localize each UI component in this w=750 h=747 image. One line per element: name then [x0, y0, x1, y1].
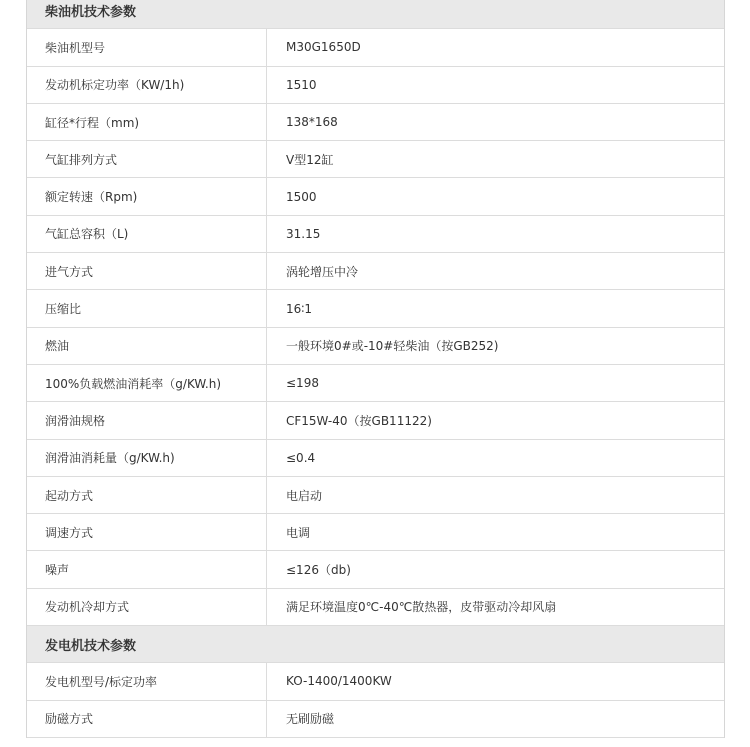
row-label: 发动机冷却方式 [27, 589, 267, 625]
row-value: 涡轮增压中冷 [286, 264, 359, 279]
table-row [27, 477, 724, 514]
table-row [27, 141, 724, 178]
row-value: 无刷励磁 [286, 712, 335, 727]
row-label: 起动方式 [27, 477, 267, 513]
row-label: 缸径*行程（mm) [27, 104, 267, 140]
row-value: ≤198 [286, 376, 319, 391]
row-value: 电启动 [286, 488, 323, 503]
section-title: 发电机技术参数 [45, 638, 137, 654]
row-value: 16∶1 [286, 301, 313, 316]
table-row [27, 514, 724, 551]
row-value: 电调 [286, 525, 311, 540]
row-label: 励磁方式 [27, 701, 267, 737]
row-label: 噪声 [27, 551, 267, 587]
row-label: 进气方式 [27, 253, 267, 289]
row-value: 满足环境温度0℃-40℃散热器，皮带驱动冷却风扇 [286, 600, 557, 615]
table-row [27, 178, 724, 215]
row-value: 一般环境0#或-10#轻柴油（按GB252) [286, 339, 499, 354]
table-row [27, 440, 724, 477]
row-value: 138*168 [286, 115, 338, 130]
row-value: 1500 [286, 189, 317, 204]
table-row [27, 365, 724, 402]
row-value: V型12缸 [286, 152, 334, 167]
table-row [27, 29, 724, 66]
table-row [27, 216, 724, 253]
row-label: 燃油 [27, 328, 267, 364]
section-title: 柴油机技术参数 [45, 4, 137, 20]
table-row [27, 663, 724, 700]
row-value: 1510 [286, 77, 317, 92]
row-label: 气缸排列方式 [27, 141, 267, 177]
section-header-generator [27, 626, 724, 663]
row-label: 额定转速（Rpm) [27, 178, 267, 214]
row-value: ≤0.4 [286, 450, 316, 465]
row-label: 调速方式 [27, 514, 267, 550]
row-value: ≤126（db) [286, 563, 351, 578]
row-label: 发电机型号/标定功率 [27, 663, 267, 699]
table-row [27, 104, 724, 141]
row-label: 润滑油规格 [27, 402, 267, 438]
table-row [27, 290, 724, 327]
row-label: 100%负载燃油消耗率（g/KW.h) [27, 365, 267, 401]
spec-table [26, 0, 725, 738]
section-header-diesel [27, 0, 724, 29]
row-label: 气缸总容积（L) [27, 216, 267, 252]
table-row [27, 551, 724, 588]
row-label: 压缩比 [27, 290, 267, 326]
row-value: 31.15 [286, 226, 321, 241]
table-row [27, 402, 724, 439]
row-label: 发动机标定功率（KW/1h) [27, 67, 267, 103]
table-row [27, 67, 724, 104]
table-row [27, 589, 724, 626]
row-label: 润滑油消耗量（g/KW.h) [27, 440, 267, 476]
table-row [27, 253, 724, 290]
table-row [27, 701, 724, 738]
row-label: 柴油机型号 [27, 29, 267, 65]
row-value: M30G1650D [286, 40, 361, 55]
row-value: CF15W-40（按GB11122) [286, 413, 432, 428]
row-value: KO-1400/1400KW [286, 674, 392, 689]
table-row [27, 328, 724, 365]
